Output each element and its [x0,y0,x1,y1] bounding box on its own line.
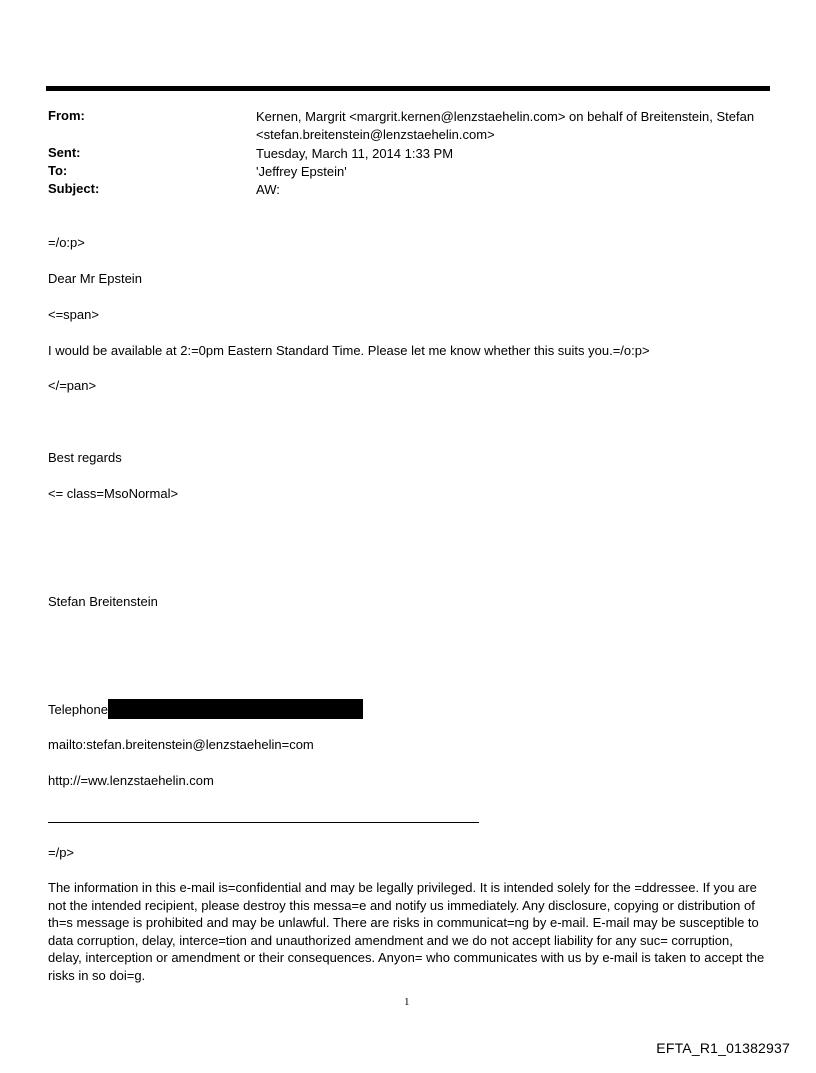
body-line-5: </=pan> [48,378,97,393]
greeting: Dear Mr Epstein [48,271,142,286]
body-line-1: =/o:p> [48,235,85,250]
telephone-line [48,699,363,719]
to-label: To: [48,163,68,178]
subject-label: Subject: [48,181,100,196]
page-number: 1 [404,996,410,1008]
to-value: 'Jeffrey Epstein' [256,164,347,179]
telephone-label: Telephone [48,702,108,717]
availability-message: I would be available at 2:=0pm Eastern Standard Time. Please let me know whether this suits you.=/o:p> [48,343,650,358]
signature-name: Stefan Breitenstein [48,594,158,609]
body-line-3: <=span> [48,307,99,322]
website-link[interactable]: http://=ww.lenzstaehelin.com [48,773,214,788]
from-value: Kernen, Margrit <margrit.kernen@lenzstaehelin.com> on behalf of Breitenstein, Stefan <stefan.breitenstein@lenzstaehelin.com> [256,109,755,142]
body-line-8: =/p> [48,845,75,860]
signature-divider [48,822,479,823]
mailto-link[interactable]: mailto:stefan.breitenstein@lenzstaehelin=com [48,737,314,752]
document-id: EFTA_R1_01382937 [656,1040,790,1056]
sent-value: Tuesday, March 11, 2014 1:33 PM [256,146,454,161]
body-line-7: <= class=MsoNormal> [48,486,179,501]
from-label: From: [48,108,85,123]
redaction-box [108,699,363,719]
subject-value: AW: [256,182,280,197]
confidentiality-disclaimer: The information in this e-mail is=confidential and may be legally privileged. It is intended solely for the =ddressee. If you are not the intended recipient, please destroy this messa=e and notify us immediately. Any disclosure, copying or distribution of th=s message is prohibited and may be unlawful. There are risks in communicat=ng by e-mail. E-mail may be susceptible to data corruption, delay, interce=tion and unauthorized amendment and we do not accept liability for any suc= corruption, delay, interception or amendment or their consequences. Anyon= who communicates with us by e-mail is taken to accept the risks in so doi=g. [48,880,765,983]
header-divider [46,86,770,91]
closing: Best regards [48,450,122,465]
sent-label: Sent: [48,145,81,160]
